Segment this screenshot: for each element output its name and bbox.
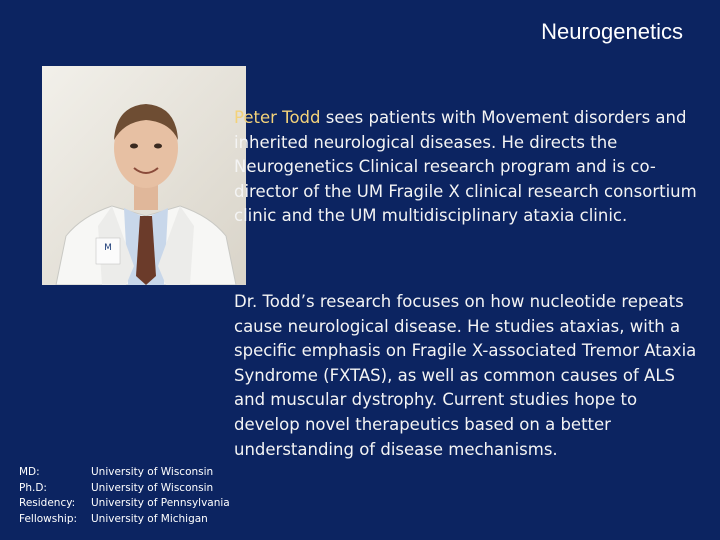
education-label: Ph.D: — [19, 481, 47, 494]
education-label: Fellowship: — [19, 512, 78, 525]
education-values — [91, 465, 230, 527]
svg-text:M: M — [104, 243, 112, 253]
bio-intro — [234, 106, 704, 229]
education-value: University of Pennsylvania — [91, 497, 230, 509]
portrait-photo — [42, 66, 246, 285]
education-label: Residency: — [19, 497, 76, 509]
research-paragraph: Dr. Todd’s research focuses on how nucleotide repeats cause neurological disease. He studies ataxias, with a specific emphasis on Fragile X-associated Tremor Ataxia Syndrome (FXTAS), as well as common causes of ALS and muscular dystrophy. Current studies hope to develop novel therapeutics based on a better understanding of disease mechanisms. — [234, 292, 697, 459]
education-value: University of Wisconsin — [91, 466, 214, 478]
bio-intro-text: sees patients with Movement disorders and inherited neurological diseases. He directs the Neurogenetics Clinical research program and is co-director of the UM Fragile X clinical research consortium clinic and the UM multidisciplinary ataxia clinic. — [234, 108, 697, 226]
education-value: University of Wisconsin — [91, 481, 214, 494]
portrait-image — [42, 66, 246, 285]
education-value: University of Michigan — [91, 512, 208, 525]
education-labels — [19, 465, 77, 527]
education-label: MD: — [19, 466, 40, 478]
doctor-name: Peter Todd — [234, 108, 321, 127]
slide-title: Neurogenetics — [541, 19, 683, 44]
